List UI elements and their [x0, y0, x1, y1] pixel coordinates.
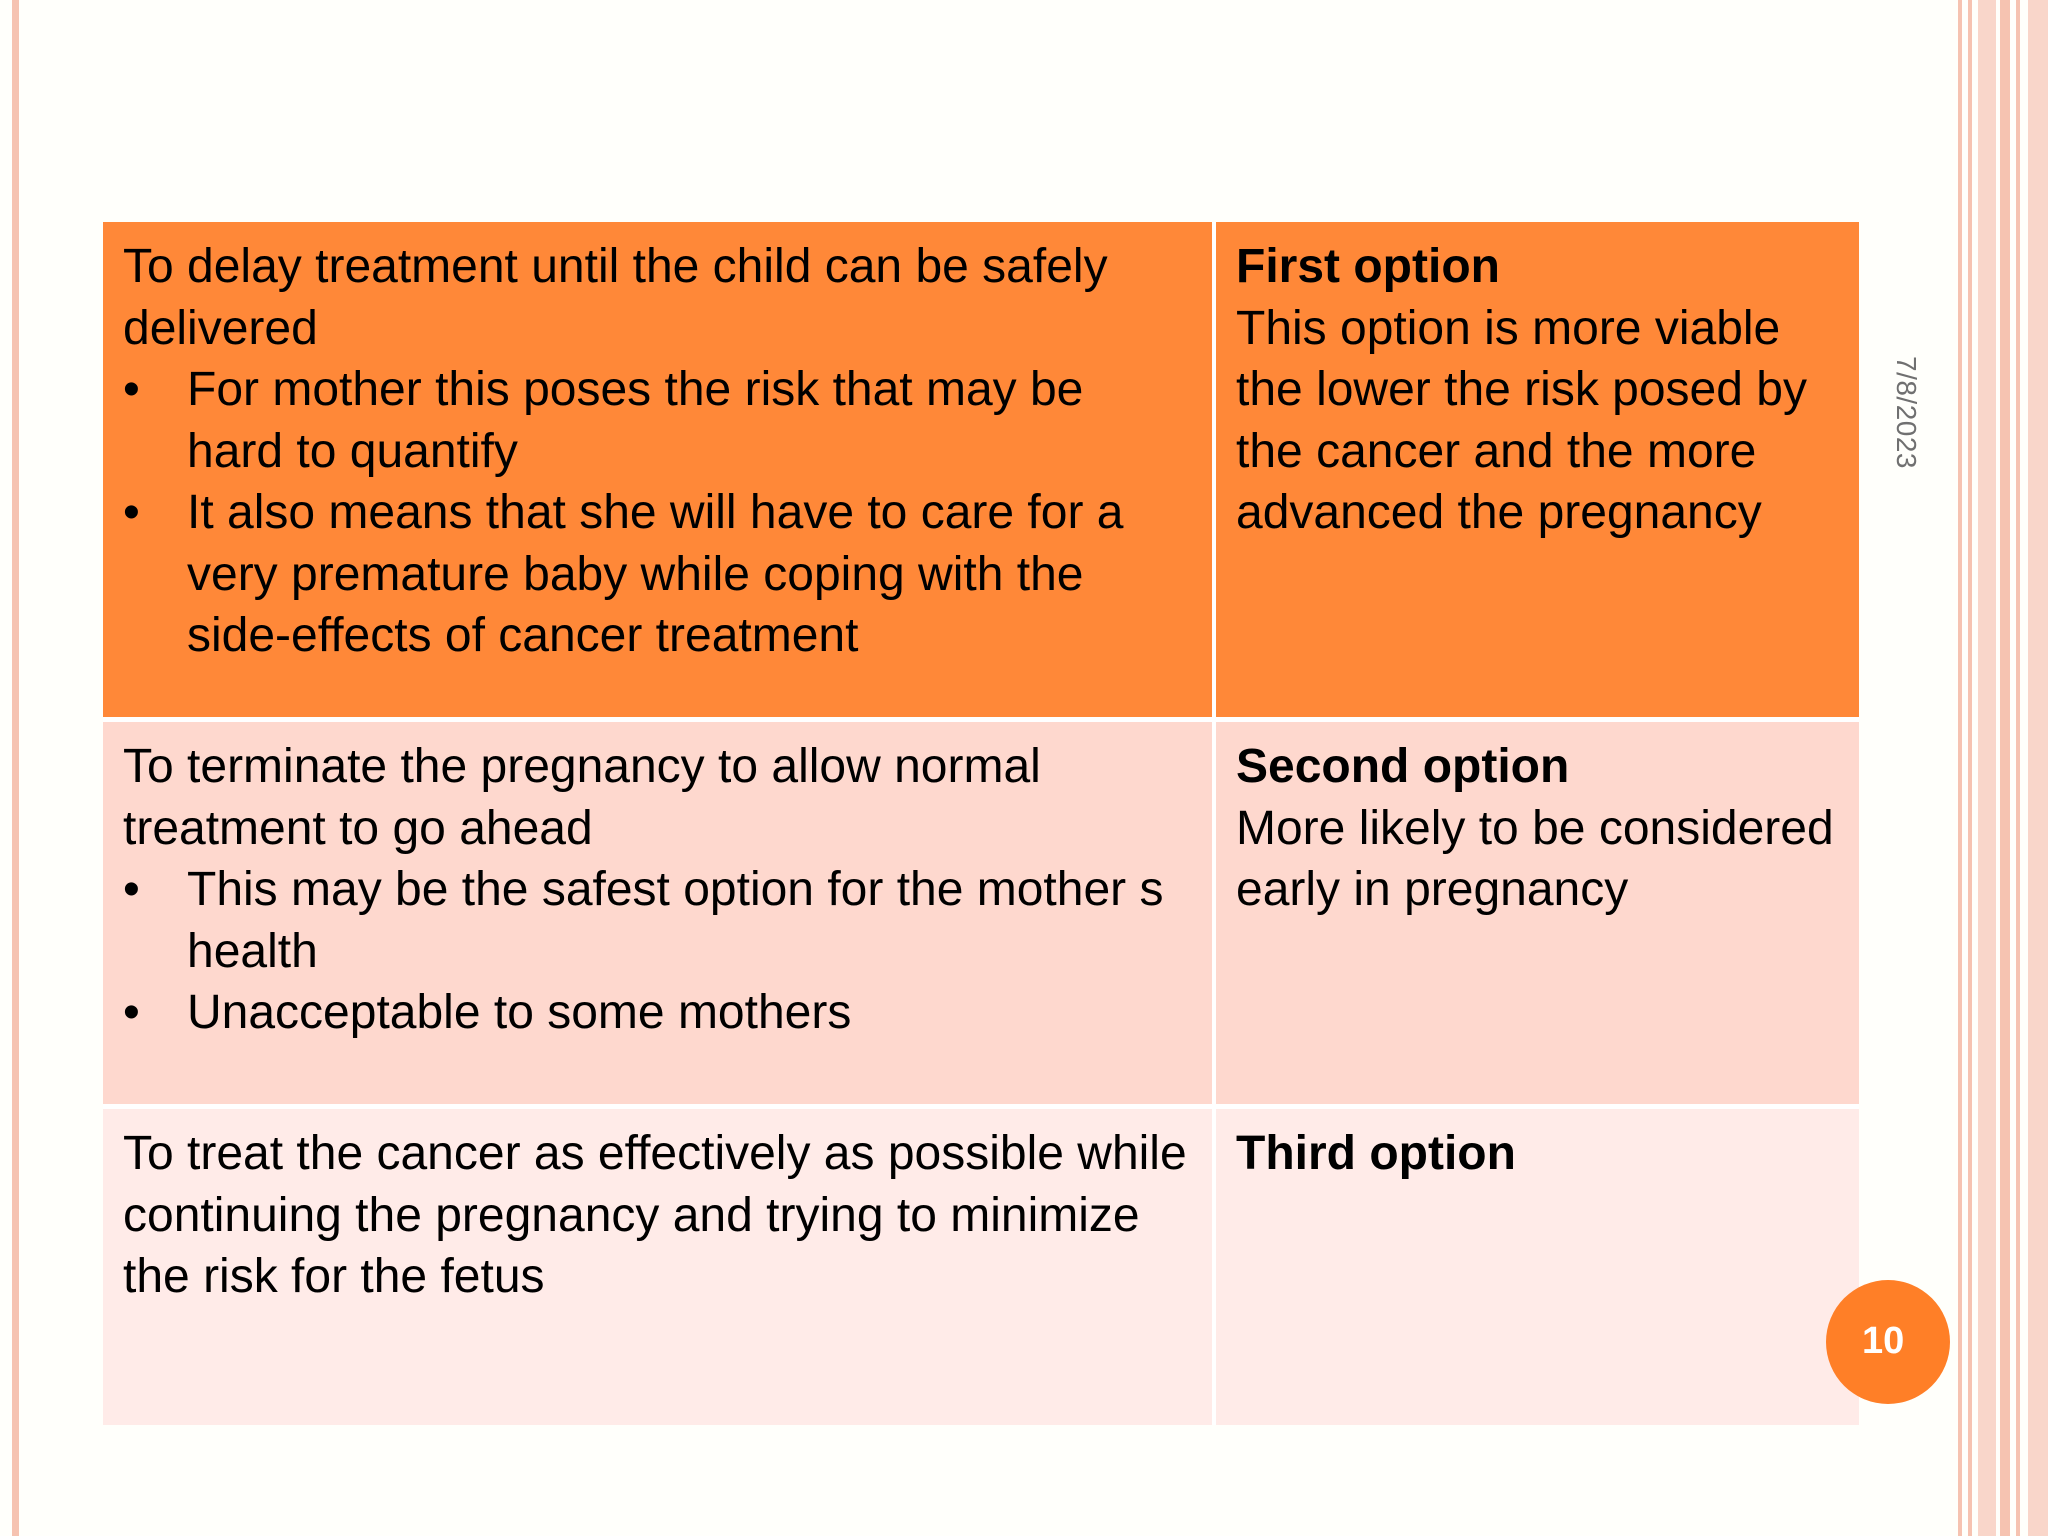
frame-stripe — [1978, 0, 1996, 1536]
option-title: Second option — [1236, 740, 1570, 793]
table-row — [103, 720, 1859, 1107]
option-description: To delay treatment until the child can be safely delivered — [123, 240, 1108, 355]
table-row — [103, 1107, 1859, 1426]
option-description: To terminate the pregnancy to allow normal treatment to go ahead — [123, 740, 1041, 855]
bullet-item: • Unacceptable to some mothers — [123, 982, 1192, 1044]
slide-date: 7/8/2023 — [1891, 356, 1922, 469]
frame-stripe — [2000, 0, 2010, 1536]
frame-stripe — [2028, 0, 2048, 1536]
option-title: First option — [1236, 240, 1500, 293]
slide-frame-left-border — [12, 0, 19, 1536]
bullet-item: • For mother this poses the risk that may be hard to quantify — [123, 359, 1192, 482]
bullet-item: • This may be the safest option for the mother s health — [123, 859, 1192, 982]
options-table — [103, 222, 1859, 1425]
frame-stripe — [2016, 0, 2020, 1536]
option-description-cell — [103, 222, 1214, 720]
option-description: To treat the cancer as effectively as possible while continuing the pregnancy and trying to minimize the risk for the fetus — [123, 1127, 1187, 1303]
option-label-cell — [1214, 1107, 1859, 1426]
option-description-cell — [103, 1107, 1214, 1426]
page-number: 10 — [1862, 1320, 1905, 1362]
bullet-item: • It also means that she will have to care for a very premature baby while coping with the side-effects of cancer treatment — [123, 482, 1192, 667]
option-note: This option is more viable the lower the risk posed by the cancer and the more advanced the pregnancy — [1236, 301, 1807, 539]
frame-stripe — [1968, 0, 1972, 1536]
option-label-cell — [1214, 222, 1859, 720]
option-label-cell — [1214, 720, 1859, 1107]
table-row — [103, 222, 1859, 720]
bullet-list — [123, 359, 1192, 667]
bullet-list — [123, 859, 1192, 1044]
option-description-cell — [103, 720, 1214, 1107]
option-title: Third option — [1236, 1127, 1516, 1180]
frame-stripe — [1958, 0, 1962, 1536]
option-note: More likely to be considered early in pregnancy — [1236, 801, 1834, 916]
